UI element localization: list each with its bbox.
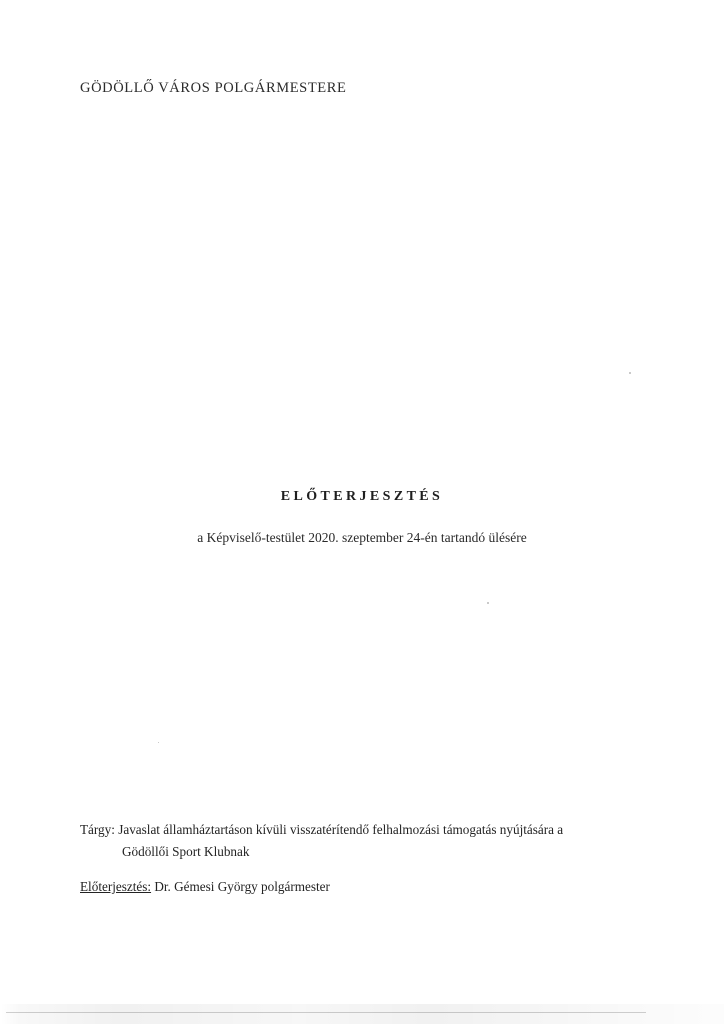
subject-value-continued: Gödöllői Sport Klubnak (122, 844, 250, 860)
subject-label: Tárgy: (80, 822, 115, 837)
document-header-title: GÖDÖLLŐ VÁROS POLGÁRMESTERE (80, 80, 347, 96)
document-type-heading: ELŐTERJESZTÉS (280, 489, 444, 504)
subject-value: Javaslat államháztartáson kívüli visszatérítendő felhalmozási támogatás nyújtására a (118, 822, 564, 837)
document-subtitle: a Képviselő-testület 2020. szeptember 24-én tartandó ülésére (197, 530, 527, 545)
document-meta-block (80, 820, 650, 897)
presenter-label: Előterjesztés: (80, 878, 152, 894)
presenter-row (80, 877, 650, 897)
presenter-value: Dr. Gémesi György polgármester (154, 878, 330, 894)
subject-row (80, 820, 650, 863)
